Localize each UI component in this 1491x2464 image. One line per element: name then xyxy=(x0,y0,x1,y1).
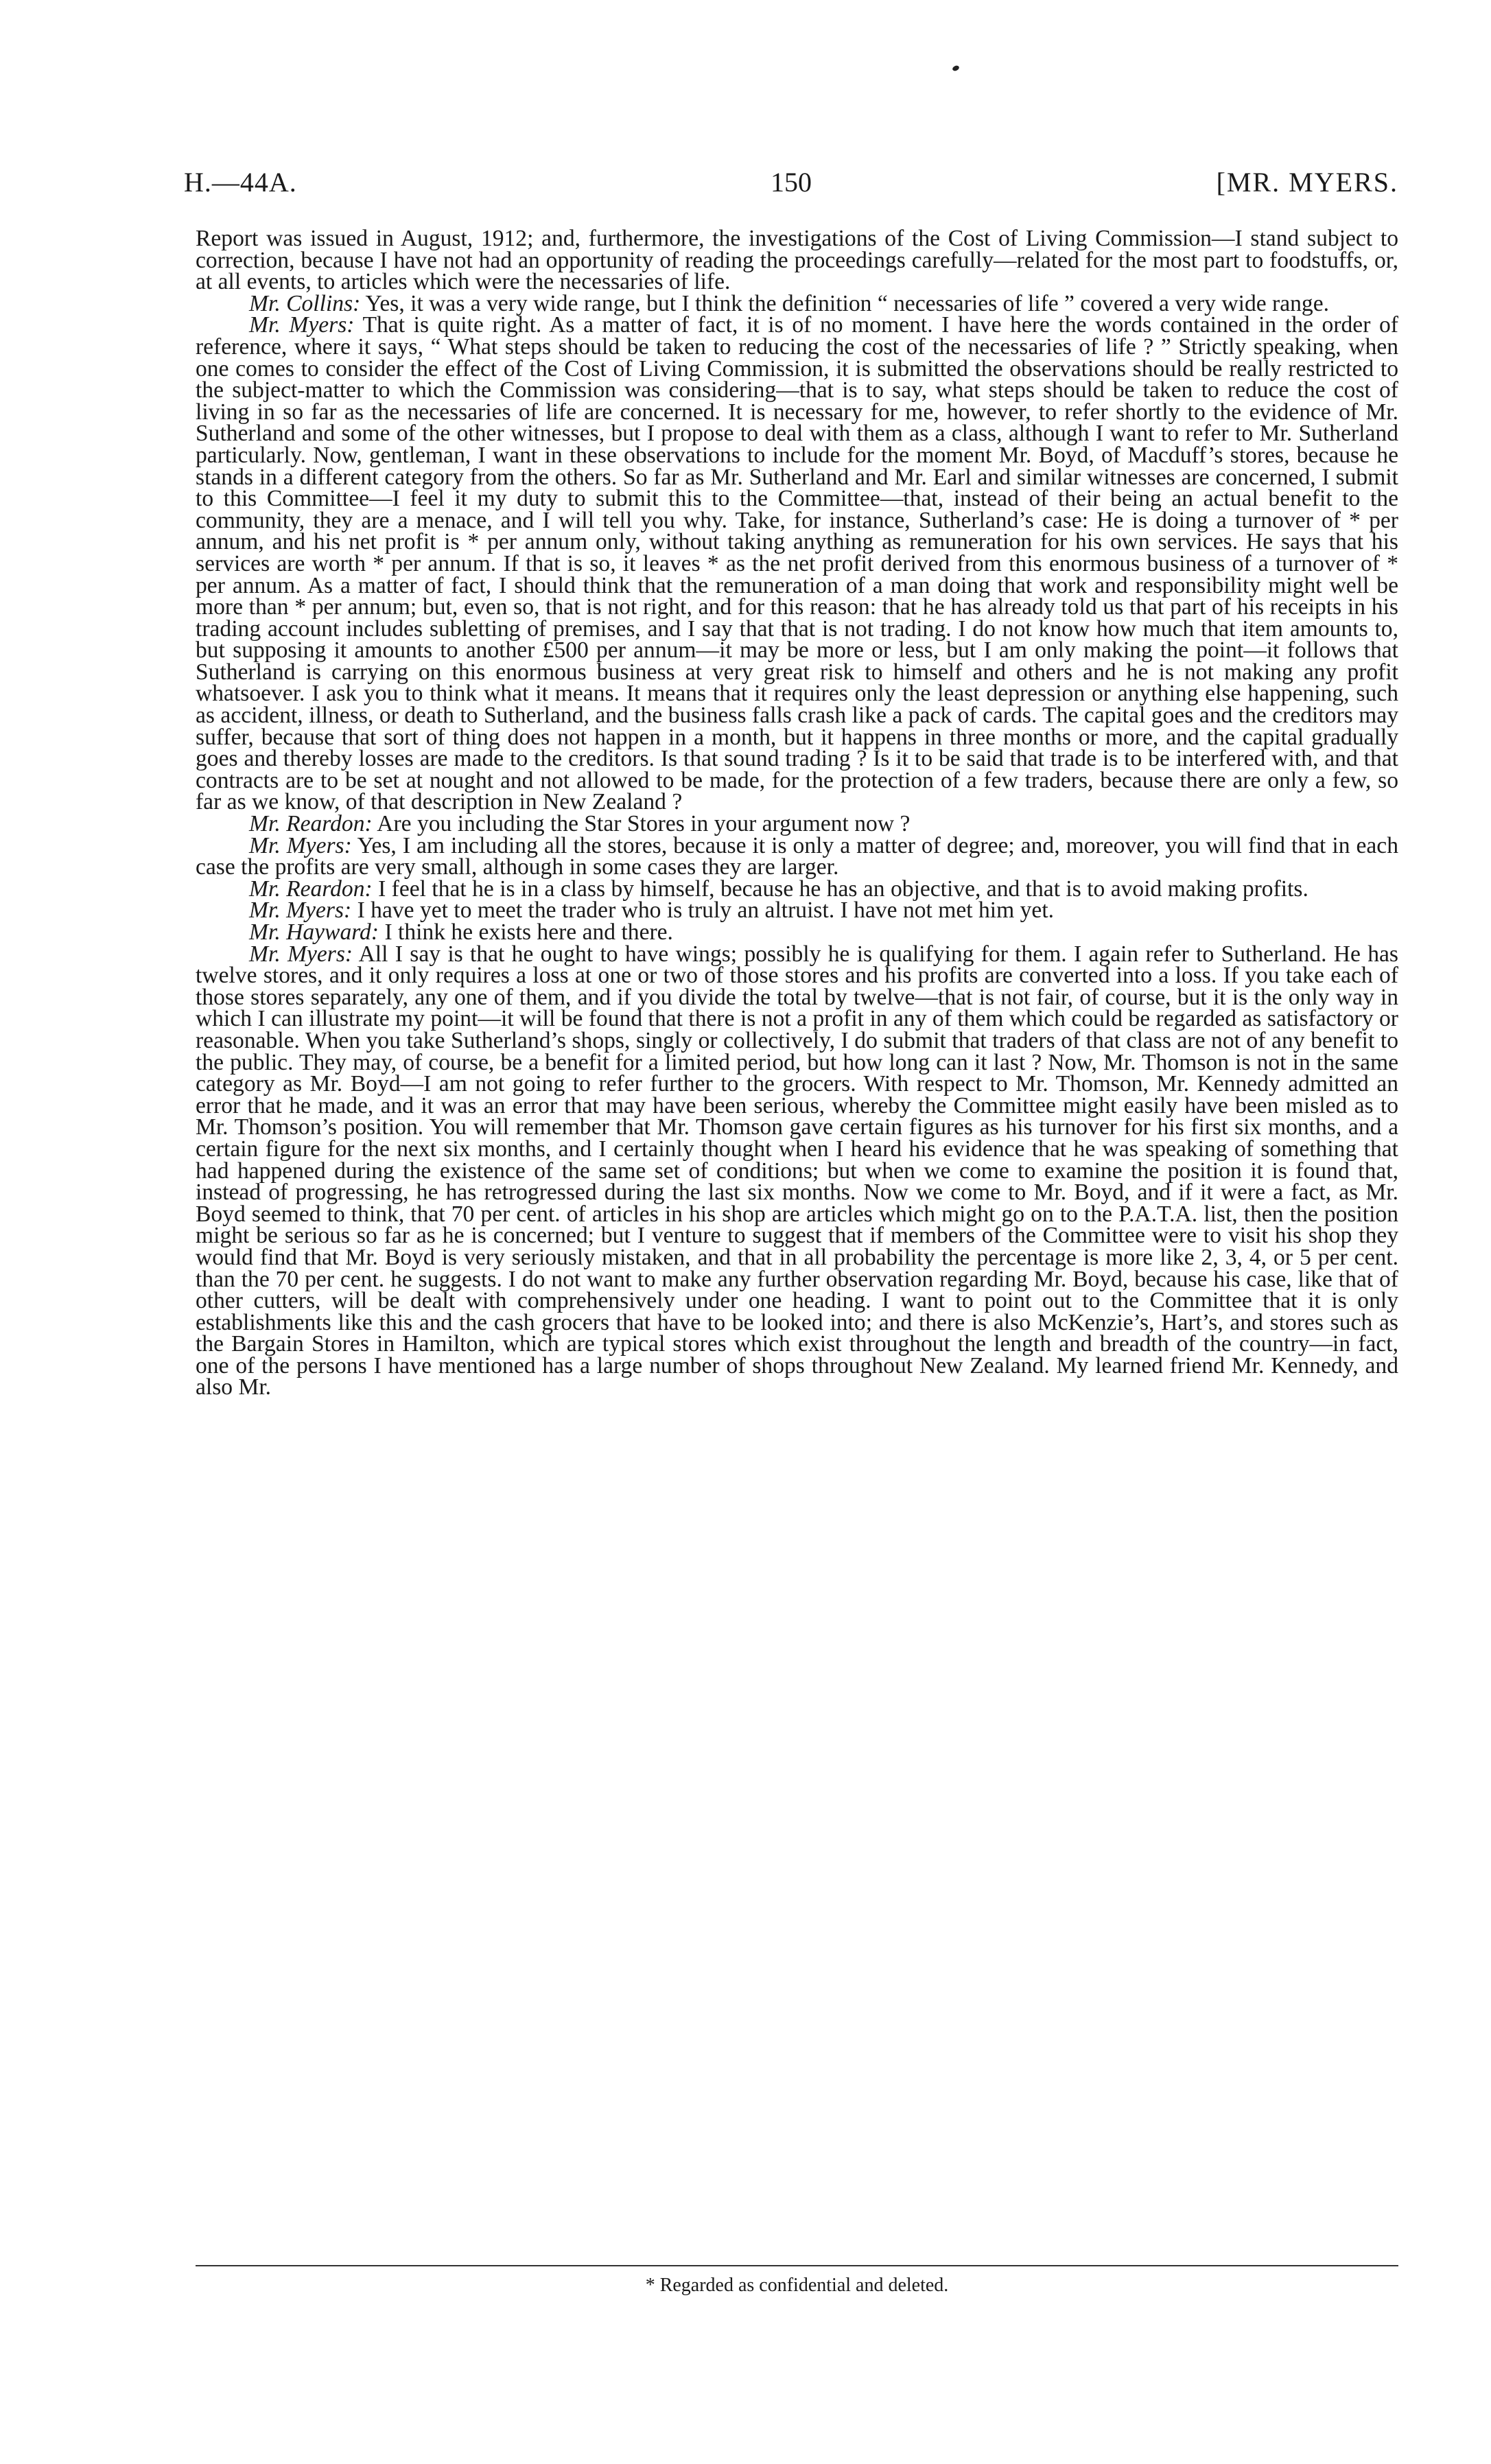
paragraph xyxy=(196,943,1398,1398)
paragraph-text: That is quite right. As a matter of fact, it is of no moment. I have here the words contained in the order of reference, where it says, “ What steps should be taken to reducing the cost of the necessaries of life ? ” Strictly speaking, when one comes to consider the effect of the Cost of Living Commission, it is submitted the observations should be really restricted to the subject-matter to which the Commission was considering—that is to say, what steps should be taken to reduce the cost of living in so far as the necessaries of life are concerned. It is necessary for me, however, to refer shortly to the evidence of Mr. Sutherland and some of the other witnesses, but I propose to deal with them as a class, although I want to refer to Mr. Sutherland particularly. Now, gentleman, I want in these observations to include for the moment Mr. Boyd, of Macduff’s stores, because he stands in a different category from the others. So far as Mr. Sutherland and Mr. Earl and similar witnesses are concerned, I submit to this Committee—I feel it my duty to submit this to the Committee—that, instead of their being an actual benefit to the community, they are a menace, and I will tell you why. Take, for instance, Sutherland’s case: He is doing a turnover of * per annum, and his net profit is * per annum only, without taking anything as remuneration for his own services. He says that his services are worth * per annum. If that is so, it leaves * as the net profit derived from this enormous business of a turnover of * per annum. As a matter of fact, I should think that the remuneration of a man doing that work and responsibility might well be more than * per annum; but, even so, that is not right, and for this reason: that he has already told us that part of his receipts in his trading account includes subletting of premises, and I say that that is not trading. I do not know how much that item amounts to, but supposing it amounts to another £500 per annum—it may be more or less, but I am only making the point—it follows that Sutherland is carrying on this enormous business at very great risk to himself and others and he is not making any profit whatsoever. I ask you to think what it means. It means that it requires only the least depression or anything else happening, such as accident, illness, or death to Sutherland, and the business falls crash like a pack of cards. The capital goes and the creditors may suffer, because that sort of thing does not happen in a month, but it happens in three months or more, and the capital gradually goes and thereby losses are made to the creditors. Is that sound trading ? Is it to be said that trade is to be interfered with, and that contracts are to be set at nought and not allowed to be made, for the protection of a few traders, because there are only a few, so far as we know, of that description in New Zealand ? xyxy=(196,312,1398,815)
paragraph xyxy=(196,832,1398,880)
paragraph-text: I have yet to meet the trader who is truly an altruist. I have not met him yet. xyxy=(357,897,1055,924)
speaker-name: Mr. Myers: xyxy=(249,832,352,858)
paragraph-text: Yes, I am including all the stores, because it is only a matter of degree; and, moreover, you will find that in each case the profits are very small, although in some cases they are larger. xyxy=(196,832,1398,880)
paragraph xyxy=(196,290,1398,316)
speaker-name: Mr. Myers: xyxy=(249,941,353,967)
paragraph-text: All I say is that he ought to have wings; possibly he is qualifying for them. I again refer to Sutherland. He has twelve stores, and it only requires a loss at one or two of those stores and his profits are converted into a loss. If you take each of those stores separately, any one of them, and if you divide the total by twelve—that is not fair, of course, but it is the only way in which I can illustrate my point—it will be found that there is not a profit in any of them which could be regarded as satisfactory or reasonable. When you take Sutherland’s shops, singly or collectively, I do submit that traders of that class are not of any benefit to the public. They may, of course, be a benefit for a limited period, but how long can it last ? Now, Mr. Thomson is not in the same category as Mr. Boyd—I am not going to refer further to the grocers. With respect to Mr. Thomson, Mr. Kennedy admitted an error that he made, and it was an error that may have been serious, whereby the Committee might easily have been misled as to Mr. Thomson’s position. You will remember that Mr. Thomson gave certain figures as his turnover for his first six months, and a certain figure for the next six months, and I certainly thought when I heard his evidence that he was speaking of something that had happened during the existence of the same set of conditions; but when we come to examine the position it is found that, instead of progressing, he has retrogressed during the last six months. Now we come to Mr. Boyd, and if it were a fact, as Mr. Boyd seemed to think, that 70 per cent. of articles in his shop are articles which might go on to the P.A.T.A. list, then the position might be serious so far as he is concerned; but I venture to suggest that if members of the Committee were to visit his shop they would find that Mr. Boyd is very seriously mistaken, and that in all probability the percentage is more like 2, 3, 4, or 5 per cent. than the 70 per cent. he suggests. I do not want to make any further observation regarding Mr. Boyd, because his case, like that of other cutters, will be dealt with comprehensively under one heading. I want to point out to the Committee that it is only establishments like this and the cash grocers that have to be looked into; and there is also McKenzie’s, Hart’s, and stores such as the Bargain Stores in Hamilton, which are typical stores which exist throughout the length and breadth of the country—in fact, one of the persons I have mentioned has a large number of shops throughout New Zealand. My learned friend Mr. Kennedy, and also Mr. xyxy=(196,941,1398,1400)
paragraph-text: Report was issued in August, 1912; and, furthermore, the investigations of the Cost of Living Commission—I stand subject to correction, because I have not had an opportunity of reading the proceedings carefully—related for the most part to foodstuffs, or, at all events, to articles which were the necessaries of life. xyxy=(196,226,1398,295)
ink-speck xyxy=(952,64,960,72)
speaker-name: Mr. Reardon: xyxy=(249,876,373,902)
speaker-name: Mr. Reardon: xyxy=(249,811,373,837)
speaker-name: Mr. Hayward: xyxy=(249,919,379,945)
page-header xyxy=(184,163,1398,202)
speaker-name: Mr. Myers: xyxy=(249,897,352,924)
paragraph-text: Are you including the Star Stores in your argument now ? xyxy=(377,811,911,837)
paragraph xyxy=(196,878,1398,900)
speaker-name: Mr. Myers: xyxy=(249,312,355,338)
paragraph-text: I think he exists here and there. xyxy=(384,919,673,945)
footnote: * Regarded as confidential and deleted. xyxy=(645,2275,949,2296)
paragraph xyxy=(196,813,1398,835)
paragraph xyxy=(196,314,1398,813)
paragraph xyxy=(196,228,1398,293)
page-number: 150 xyxy=(771,167,812,198)
paragraph-text: I feel that he is in a class by himself, because he has an objective, and that is to avoid making profits. xyxy=(378,876,1308,902)
paragraph xyxy=(196,919,1398,945)
paragraph xyxy=(196,897,1398,924)
speaker-name: Mr. Collins: xyxy=(249,290,361,316)
paragraph-text: Yes, it was a very wide range, but I think the definition “ necessaries of life ” covered a very wide range. xyxy=(365,290,1329,316)
footnote-divider xyxy=(196,2265,1398,2266)
speaker-heading: [MR. MYERS. xyxy=(1216,167,1398,198)
document-reference: H.—44A. xyxy=(184,167,297,198)
transcript-body xyxy=(196,228,1398,1398)
